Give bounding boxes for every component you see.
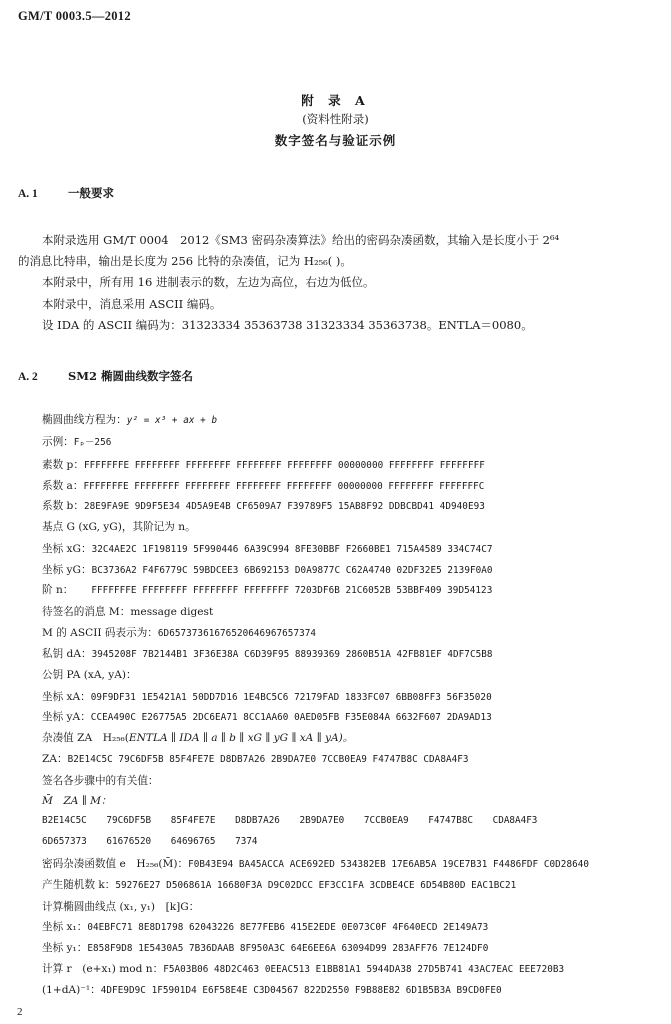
a1-paragraph-4: 本附录中，消息采用 ASCII 编码。 — [42, 297, 222, 311]
message-ascii: M 的 ASCII 码表示为：6D65737361676520646967657374 — [42, 627, 317, 639]
private-key-da: 私钥 dA：3945208F 7B2144B1 3F36E38A C6D39F95 88939369 2860B51A 42FB81EF 4DF7C5B8 — [42, 648, 493, 660]
coordinate-ya: 坐标 yA：CCEA490C E26775A5 2DC6EA71 8CC1AA60 0AED05FB F35E084A 6632F607 2DA9AD13 — [42, 711, 492, 723]
compute-r: 计算 r (e+x₁) mod n：F5A03B06 48D2C463 0EEAC513 E1BB81A1 5944DA38 27D5B741 43AC7EAC EEE720B3 — [42, 963, 565, 975]
signature-steps-heading: 签名各步骤中的有关值： — [42, 775, 159, 787]
m-bar-value-line-2: 6D657373 61676520 64696765 7374 — [42, 836, 258, 847]
hash-za-formula: 杂凑值 ZA H₂₅₆(ENTLA ∥ IDA ∥ a ∥ b ∥ xG ∥ yG ∥ xA ∥ yA)。 — [42, 732, 354, 744]
order-n: 阶 n： FFFFFFFE FFFFFFFF FFFFFFFF FFFFFFFF 7203DF6B 21C6052B 53BBF409 39D54123 — [42, 584, 493, 596]
annex-title: 附 录 A — [301, 93, 370, 108]
coefficient-b: 系数 b：28E9FA9E 9D9F5E34 4D5A9E4B CF6509A7 F39789F5 15AB8F92 DDBCBD41 4D940E93 — [42, 500, 485, 512]
section-a2-number: A. 2 — [18, 371, 38, 383]
page-number: 2 — [17, 1006, 23, 1018]
hash-e: 密码杂凑函数值 e H₂₅₆(M̄)：F0B43E94 BA45ACCA ACE692ED 534382EB 17E6AB5A 19CE7B31 F4486FDF C0D28640 — [42, 858, 590, 870]
section-a2-heading — [18, 368, 193, 384]
annex-subtitle: (资料性附录) — [302, 112, 369, 126]
inverse-1-plus-da: (1+dA)⁻¹：4DFE9D9C 1F5901D4 E6F58E4E C3D04567 822D2550 F9B88E82 6D1B5B3A B9CD0FE0 — [42, 984, 502, 996]
section-a2-title: SM2 椭圆曲线数字签名 — [68, 369, 194, 383]
a1-paragraph-3: 本附录中，所有用 16 进制表示的数，左边为高位，右边为低位。 — [42, 275, 375, 289]
point-x1-y1: 计算椭圆曲线点 (x₁, y₁) [k]G： — [42, 901, 200, 913]
section-a1-heading — [18, 185, 114, 201]
prime-p: 素数 p：FFFFFFFE FFFFFFFF FFFFFFFF FFFFFFFF FFFFFFFF 00000000 FFFFFFFF FFFFFFFF — [42, 459, 485, 471]
example-field: 示例：Fₚ－256 — [42, 436, 112, 448]
curve-equation: 椭圆曲线方程为：y² = x³ + ax + b — [42, 414, 218, 426]
message-m: 待签名的消息 M：message digest — [42, 606, 214, 618]
base-point-g: 基点 G (xG, yG)，其阶记为 n。 — [42, 521, 196, 533]
coordinate-xa: 坐标 xA：09F9DF31 1E5421A1 50DD7D16 1E4BC5C6 72179FAD 1833FC07 6BB08FF3 56F35020 — [42, 691, 492, 703]
hash-za-value: ZA：B2E14C5C 79C6DF5B 85F4FE7E D8DB7A26 2B9DA7E0 7CCB0EA9 F4747B8C CDA8A4F3 — [42, 753, 469, 765]
section-a1-number: A. 1 — [18, 188, 38, 200]
a1-paragraph-2: 的消息比特串，输出是长度为 256 比特的杂凑值，记为 H₂₅₆( )。 — [18, 254, 352, 268]
m-bar-definition: M̄ ZA ∥ M： — [42, 795, 112, 807]
a1-paragraph-5: 设 IDA 的 ASCII 编码为：31323334 35363738 31323334 35363738。ENTLA＝0080。 — [42, 318, 533, 332]
public-key-pa: 公钥 PA (xA, yA)： — [42, 669, 137, 681]
document-code: GM/T 0003.5—2012 — [18, 9, 131, 23]
section-a1-title: 一般要求 — [68, 186, 114, 200]
coordinate-xg: 坐标 xG：32C4AE2C 1F198119 5F990446 6A39C994 8FE30BBF F2660BE1 715A4589 334C74C7 — [42, 543, 493, 555]
coordinate-yg: 坐标 yG：BC3736A2 F4F6779C 59BDCEE3 6B692153 D0A9877C C62A4740 02DF32E5 2139F0A0 — [42, 564, 493, 576]
annex-heading: 数字签名与验证示例 — [274, 133, 397, 148]
m-bar-value-line-1: B2E14C5C 79C6DF5B 85F4FE7E D8DB7A26 2B9DA7E0 7CCB0EA9 F4747B8C CDA8A4F3 — [42, 815, 538, 826]
a1-paragraph-1: 本附录选用 GM/T 0004 2012《SM3 密码杂凑算法》给出的密码杂凑函数，其输入是长度小于 2⁶⁴ — [42, 233, 560, 247]
random-k: 产生随机数 k：59276E27 D506861A 16680F3A D9C02DCC EF3CC1FA 3CDBE4CE 6D54B80D EAC1BC21 — [42, 879, 517, 891]
coefficient-a: 系数 a：FFFFFFFE FFFFFFFF FFFFFFFF FFFFFFFF FFFFFFFF 00000000 FFFFFFFF FFFFFFFC — [42, 480, 485, 492]
coordinate-y1: 坐标 y₁：E858F9D8 1E5430A5 7B36DAAB 8F950A3C 64E6EE6A 63094D99 283AFF76 7E124DF0 — [42, 942, 489, 954]
coordinate-x1: 坐标 x₁：04EBFC71 8E8D1798 62043226 8E77FEB6 415E2EDE 0E073C0F 4F640ECD 2E149A73 — [42, 921, 489, 933]
